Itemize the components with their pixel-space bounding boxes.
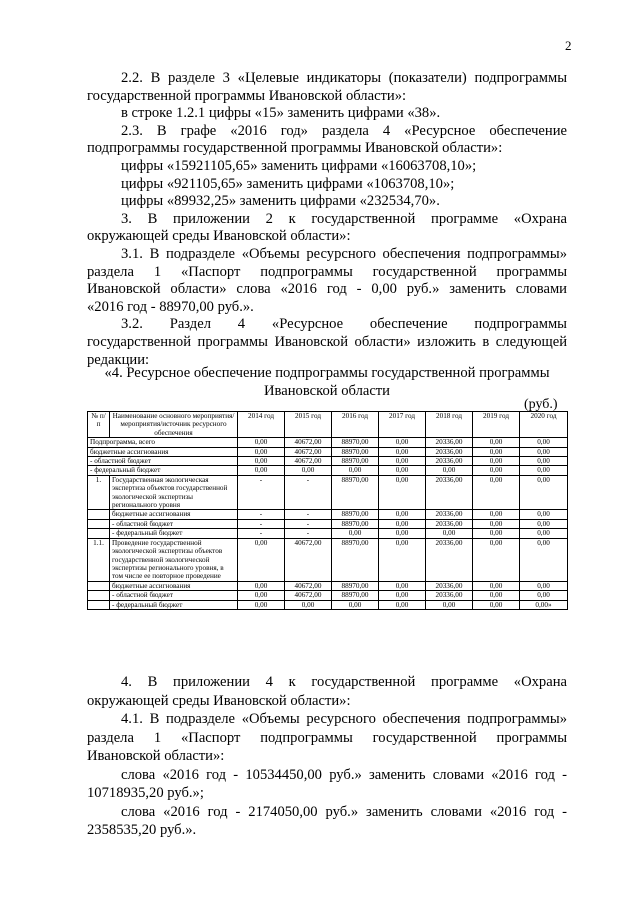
value-cell: 40672,00 [285, 438, 332, 447]
table-row [88, 591, 568, 600]
value-cell: 0,00 [379, 529, 426, 538]
text-line: 2.2. В разделе 3 «Целевые индикаторы (показатели) подпрограммы [121, 70, 567, 86]
row-name: - областной бюджет [88, 457, 238, 466]
section-title-line1: «4. Ресурсное обеспечение подпрограммы государственной программы [104, 365, 550, 381]
text-line: раздела 1 «Паспорт подпрограммы государственной программы [87, 263, 567, 280]
value-cell: - [285, 519, 332, 528]
row-number [88, 510, 110, 519]
value-cell: 0,00 [473, 600, 520, 609]
text-line: подпрограммы государственной программы Ивановской области»: [87, 140, 503, 157]
value-cell: - [238, 475, 285, 510]
value-cell: 0,00 [332, 529, 379, 538]
text-line: слова «2016 год - 10534450,00 руб.» заменить словами «2016 год - [121, 766, 567, 783]
value-cell: 0,00 [473, 510, 520, 519]
value-cell: 0,00 [520, 529, 568, 538]
table-row [88, 510, 568, 519]
row-name: бюджетные ассигнования [88, 447, 238, 456]
value-cell: 0,00 [379, 600, 426, 609]
text-line: 2.3. В графе «2016 год» раздела 4 «Ресурсное обеспечение [121, 122, 567, 139]
value-cell: 0,00 [285, 466, 332, 475]
value-cell: 0,00 [379, 447, 426, 456]
text-line: цифры «15921105,65» заменить цифрами «16063708,10»; [121, 158, 477, 174]
text-line: редакции: [87, 351, 150, 368]
value-cell: 0,00 [520, 510, 568, 519]
value-cell: 20336,00 [426, 475, 473, 510]
table-row [88, 600, 568, 609]
value-cell: 20336,00 [426, 457, 473, 466]
table-row [88, 457, 568, 466]
value-cell: 0,00 [379, 510, 426, 519]
header-no: № п/п [88, 412, 110, 438]
value-cell: - [285, 510, 332, 519]
value-cell: 0,00 [238, 600, 285, 609]
header-2019: 2019 год [473, 412, 520, 438]
value-cell: 0,00 [473, 466, 520, 475]
text-line: 3.2. Раздел 4 «Ресурсное обеспечение подпрограммы [121, 316, 567, 333]
table-header-row [88, 412, 568, 438]
text-line: «2016 год - 88970,00 руб.». [87, 298, 254, 315]
value-cell: 0,00» [520, 600, 568, 609]
table-row [88, 529, 568, 538]
row-name: Подпрограмма, всего [88, 438, 238, 447]
value-cell: 0,00 [379, 457, 426, 466]
text-line: окружающей среды Ивановской области»: [87, 228, 351, 245]
text-line: в строке 1.2.1 цифры «15» заменить цифрами «38». [121, 105, 441, 122]
value-cell: 0,00 [238, 457, 285, 466]
text-line: 3. В приложении 2 к государственной программе «Охрана [121, 210, 567, 227]
table-row [88, 447, 568, 456]
value-cell: 88970,00 [332, 538, 379, 581]
text-line: слова «2016 год - 2174050,00 руб.» заменить словами «2016 год - [121, 803, 567, 820]
text-line: 4. В приложении 4 к государственной программе «Охрана [121, 674, 567, 690]
table-row [88, 466, 568, 475]
value-cell: - [285, 529, 332, 538]
text-line: окружающей среды Ивановской области»: [87, 692, 351, 709]
value-cell: 0,00 [238, 591, 285, 600]
value-cell: 0,00 [238, 538, 285, 581]
header-2017: 2017 год [379, 412, 426, 438]
value-cell: 0,00 [473, 591, 520, 600]
text-line: 10718935,20 руб.»; [87, 785, 204, 801]
value-cell: 0,00 [520, 438, 568, 447]
row-number [88, 600, 110, 609]
value-cell: 88970,00 [332, 510, 379, 519]
text-line: Ивановской области» слова «2016 год - 0,00 руб.» заменить словами [87, 281, 567, 298]
value-cell: 0,00 [285, 600, 332, 609]
row-name: - федеральный бюджет [110, 529, 238, 538]
text-line: цифры «921105,65» заменить цифрами «1063708,10»; [121, 175, 455, 192]
text-line: государственной программы Ивановской области»: [87, 87, 407, 104]
table-row [88, 475, 568, 510]
value-cell: 0,00 [379, 475, 426, 510]
text-line: цифры «89932,25» заменить цифрами «232534,70». [121, 193, 440, 210]
value-cell: 40672,00 [285, 581, 332, 590]
value-cell: - [285, 475, 332, 510]
value-cell: 0,00 [520, 466, 568, 475]
value-cell: 88970,00 [332, 591, 379, 600]
header-name: Наименование основного мероприятия/ мероприятия/источник ресурсного обеспечения [110, 412, 238, 438]
value-cell: 0,00 [473, 538, 520, 581]
value-cell: 88970,00 [332, 475, 379, 510]
value-cell: 0,00 [332, 600, 379, 609]
value-cell: 40672,00 [285, 538, 332, 581]
value-cell: 0,00 [379, 538, 426, 581]
text-line: 2358535,20 руб.». [87, 822, 197, 838]
value-cell: 88970,00 [332, 519, 379, 528]
value-cell: 88970,00 [332, 447, 379, 456]
value-cell: 0,00 [473, 475, 520, 510]
row-name: Проведение государственной экологической экспертизы объектов государственной экологической экспертизы регионального уровня, в том числе ее повторное проведение [110, 538, 238, 581]
value-cell: 0,00 [332, 466, 379, 475]
text-line: 3.1. В подразделе «Объемы ресурсного обеспечения подпрограммы» [121, 246, 567, 262]
table-row [88, 438, 568, 447]
value-cell: 0,00 [520, 475, 568, 510]
value-cell: 0,00 [238, 447, 285, 456]
value-cell: 88970,00 [332, 438, 379, 447]
value-cell: 0,00 [379, 581, 426, 590]
table-row [88, 581, 568, 590]
value-cell: 0,00 [520, 519, 568, 528]
value-cell: 0,00 [426, 529, 473, 538]
value-cell: 0,00 [426, 466, 473, 475]
value-cell: 0,00 [238, 466, 285, 475]
value-cell: 0,00 [238, 438, 285, 447]
value-cell: 0,00 [426, 600, 473, 609]
value-cell: 0,00 [238, 581, 285, 590]
row-name: бюджетные ассигнования [110, 510, 238, 519]
row-name: бюджетные ассигнования [110, 581, 238, 590]
value-cell: 20336,00 [426, 581, 473, 590]
value-cell: 0,00 [379, 466, 426, 475]
value-cell: 20336,00 [426, 438, 473, 447]
value-cell: 0,00 [473, 581, 520, 590]
value-cell: 20336,00 [426, 447, 473, 456]
value-cell: 0,00 [379, 438, 426, 447]
value-cell: 0,00 [473, 519, 520, 528]
value-cell: 0,00 [379, 591, 426, 600]
value-cell: 40672,00 [285, 457, 332, 466]
value-cell: 0,00 [379, 519, 426, 528]
table-row [88, 519, 568, 528]
text-line: Ивановской области»: [87, 748, 225, 764]
value-cell: 40672,00 [285, 447, 332, 456]
value-cell: 20336,00 [426, 591, 473, 600]
header-2020: 2020 год [520, 412, 568, 438]
row-name: - федеральный бюджет [110, 600, 238, 609]
value-cell: 0,00 [520, 538, 568, 581]
row-number [88, 519, 110, 528]
row-name: - федеральный бюджет [88, 466, 238, 475]
header-2015: 2015 год [285, 412, 332, 438]
value-cell: 0,00 [520, 447, 568, 456]
row-number: 1. [88, 475, 110, 510]
row-number [88, 529, 110, 538]
value-cell: 0,00 [520, 591, 568, 600]
row-number [88, 591, 110, 600]
value-cell: 0,00 [520, 581, 568, 590]
value-cell: 40672,00 [285, 591, 332, 600]
value-cell: 20336,00 [426, 510, 473, 519]
section-title-line2: Ивановской области [264, 383, 390, 399]
value-cell: 88970,00 [332, 581, 379, 590]
header-2016: 2016 год [332, 412, 379, 438]
page-number: 2 [565, 38, 572, 53]
resource-table [87, 411, 568, 610]
value-cell: 0,00 [473, 438, 520, 447]
text-line: государственной программы Ивановской области» изложить в следующей [87, 334, 567, 350]
row-name: Государственная экологическая экспертиза объектов государственной экологической экспертизы регионального уровня [110, 475, 238, 510]
value-cell: 0,00 [473, 529, 520, 538]
value-cell: 0,00 [520, 457, 568, 466]
table-row [88, 538, 568, 581]
value-cell: 0,00 [473, 457, 520, 466]
value-cell: 88970,00 [332, 457, 379, 466]
value-cell: 20336,00 [426, 519, 473, 528]
header-2018: 2018 год [426, 412, 473, 438]
value-cell: - [238, 529, 285, 538]
row-name: - областной бюджет [110, 519, 238, 528]
header-2014: 2014 год [238, 412, 285, 438]
row-name: - областной бюджет [110, 591, 238, 600]
row-number [88, 581, 110, 590]
value-cell: 0,00 [473, 447, 520, 456]
unit-label: (руб.) [524, 397, 558, 412]
text-line: раздела 1 «Паспорт подпрограммы государственной программы [87, 729, 567, 746]
text-line: 4.1. В подразделе «Объемы ресурсного обеспечения подпрограммы» [121, 711, 567, 727]
row-number: 1.1. [88, 538, 110, 581]
value-cell: - [238, 510, 285, 519]
value-cell: - [238, 519, 285, 528]
value-cell: 20336,00 [426, 538, 473, 581]
